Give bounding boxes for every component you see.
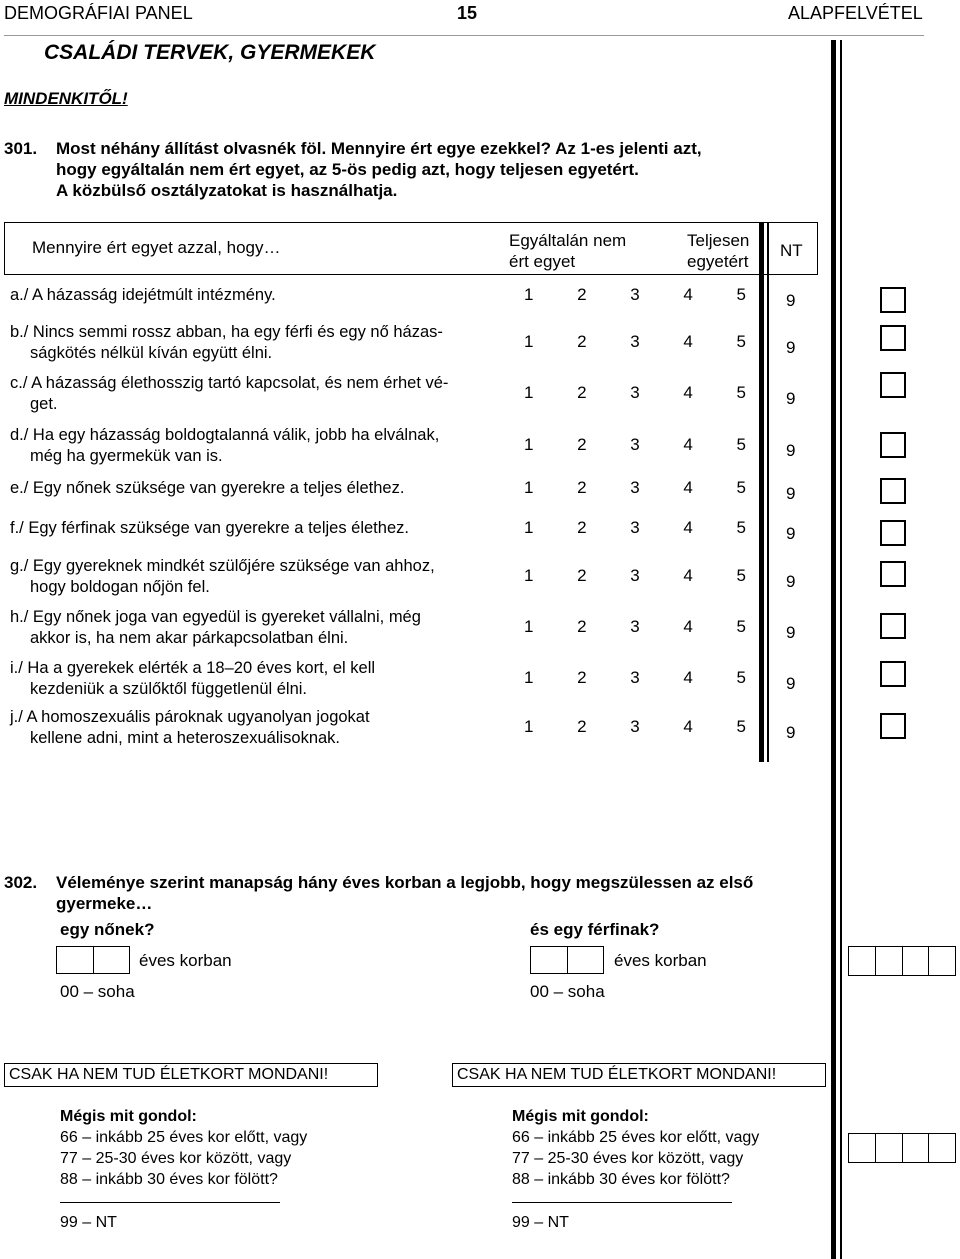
- woman-opt77[interactable]: 77 – 25-30 éves kor között, vagy: [60, 1150, 292, 1167]
- rating-option-4[interactable]: 4: [683, 566, 693, 585]
- answer-code-box[interactable]: [880, 432, 906, 458]
- scale-high-2: egyetért: [687, 252, 749, 271]
- rating-option-4[interactable]: 4: [683, 332, 693, 351]
- rating-option-2[interactable]: 2: [577, 518, 587, 537]
- rating-option-2[interactable]: 2: [577, 435, 587, 454]
- rating-option-nt[interactable]: 9: [786, 723, 796, 742]
- statement-line: f./ Egy férfinak szüksége van gyerekre a teljes élethez.: [10, 519, 409, 537]
- rating-option-4[interactable]: 4: [683, 717, 693, 736]
- man-opt77[interactable]: 77 – 25-30 éves kor között, vagy: [512, 1150, 744, 1167]
- rating-option-5[interactable]: 5: [736, 435, 746, 454]
- rating-option-1[interactable]: 1: [524, 617, 534, 636]
- rating-option-2[interactable]: 2: [577, 383, 587, 402]
- rating-option-3[interactable]: 3: [630, 383, 640, 402]
- rating-option-5[interactable]: 5: [736, 717, 746, 736]
- statement-i: [10, 658, 500, 700]
- statement-b: [10, 322, 500, 364]
- rating-option-1[interactable]: 1: [524, 478, 534, 497]
- statement-line: ságkötés nélkül kíván együtt élni.: [30, 344, 273, 362]
- man-opt99[interactable]: 99 – NT: [512, 1214, 569, 1231]
- rating-option-3[interactable]: 3: [630, 435, 640, 454]
- right-thick-rule: [831, 40, 836, 1259]
- answer-code-box[interactable]: [880, 325, 906, 351]
- nt-header: NT: [780, 241, 803, 260]
- woman-age-unit: éves korban: [139, 951, 232, 970]
- rating-option-5[interactable]: 5: [736, 668, 746, 687]
- statement-g: [10, 556, 500, 598]
- rating-scale: [524, 332, 746, 352]
- rating-option-3[interactable]: 3: [630, 285, 640, 304]
- q301-text-1: Most néhány állítást olvasnék föl. Mennyire ért egye ezekkel? Az 1-es jelenti azt,: [56, 139, 702, 158]
- answer-code-box[interactable]: [880, 661, 906, 687]
- rating-option-3[interactable]: 3: [630, 566, 640, 585]
- rating-scale: [524, 566, 746, 586]
- rating-option-5[interactable]: 5: [736, 478, 746, 497]
- rating-option-4[interactable]: 4: [683, 435, 693, 454]
- rating-scale: [524, 668, 746, 688]
- rating-option-5[interactable]: 5: [736, 332, 746, 351]
- rating-scale: [524, 285, 746, 305]
- scale-divider-thick: [759, 222, 764, 762]
- page-number: 15: [457, 3, 478, 23]
- rating-option-nt[interactable]: 9: [786, 623, 796, 642]
- answer-code-box[interactable]: [880, 713, 906, 739]
- man-age-input[interactable]: [530, 946, 604, 974]
- audience-label: MINDENKITŐL!: [4, 89, 128, 108]
- statement-line: hogy boldogan nőjön fel.: [30, 578, 210, 596]
- man-never: 00 – soha: [530, 982, 605, 1001]
- rating-option-4[interactable]: 4: [683, 285, 693, 304]
- q302-number: 302.: [4, 873, 38, 892]
- answer-code-box[interactable]: [880, 287, 906, 313]
- statement-c: [10, 373, 500, 415]
- statement-line: d./ Ha egy házasság boldogtalanná válik, jobb ha elválnak,: [10, 426, 440, 444]
- rating-option-nt[interactable]: 9: [786, 338, 796, 357]
- woman-opt88[interactable]: 88 – inkább 30 éves kor fölött?: [60, 1171, 278, 1188]
- statement-line: b./ Nincs semmi rossz abban, ha egy férfi és egy nő házas-: [10, 323, 443, 341]
- rating-option-1[interactable]: 1: [524, 566, 534, 585]
- header-right: ALAPFELVÉTEL: [788, 3, 923, 23]
- man-opt88[interactable]: 88 – inkább 30 éves kor fölött?: [512, 1171, 730, 1188]
- statement-line: g./ Egy gyereknek mindkét szülőjére szüksége van ahhoz,: [10, 557, 435, 575]
- rating-scale: [524, 518, 746, 538]
- statement-e: [10, 478, 500, 499]
- scale-low-1: Egyáltalán nem: [509, 231, 627, 250]
- statement-line: kellene adni, mint a heteroszexuálisoknak.: [30, 729, 341, 747]
- answer-code-box[interactable]: [880, 520, 906, 546]
- scale-high-1: Teljesen: [687, 231, 750, 250]
- right-thin-rule: [840, 40, 842, 1259]
- rating-scale: [524, 383, 746, 403]
- rating-option-nt[interactable]: 9: [786, 674, 796, 693]
- rating-option-1[interactable]: 1: [524, 518, 534, 537]
- statement-line: akkor is, ha nem akar párkapcsolatban élni.: [30, 629, 349, 647]
- q302-code-box[interactable]: [848, 946, 956, 976]
- statement-line: kezdeniük a szülőktől függetlenül élni.: [30, 680, 308, 698]
- rating-option-3[interactable]: 3: [630, 617, 640, 636]
- q302-text-1: Véleménye szerint manapság hány éves korban a legjobb, hogy megszülessen az első: [56, 873, 754, 892]
- rating-option-1[interactable]: 1: [524, 668, 534, 687]
- rating-option-nt[interactable]: 9: [786, 291, 796, 310]
- table-header-label: Mennyire ért egyet azzal, hogy…: [32, 238, 281, 257]
- notice-woman-text: CSAK HA NEM TUD ÉLETKORT MONDANI!: [9, 1066, 329, 1083]
- rating-option-5[interactable]: 5: [736, 383, 746, 402]
- rating-option-nt[interactable]: 9: [786, 524, 796, 543]
- woman-age-input[interactable]: [56, 946, 130, 974]
- man-opt66[interactable]: 66 – inkább 25 éves kor előtt, vagy: [512, 1129, 760, 1146]
- statement-line: a./ A házasság idejétmúlt intézmény.: [10, 286, 276, 304]
- rating-option-nt[interactable]: 9: [786, 484, 796, 503]
- answer-code-box[interactable]: [880, 372, 906, 398]
- notice-man: [452, 1063, 826, 1087]
- woman-opt99[interactable]: 99 – NT: [60, 1214, 117, 1231]
- statement-line: h./ Egy nőnek joga van egyedül is gyereket vállalni, még: [10, 608, 421, 626]
- rating-option-2[interactable]: 2: [577, 566, 587, 585]
- q302-woman-label: egy nőnek?: [60, 920, 155, 939]
- notice-woman: [4, 1063, 378, 1087]
- q301-text-2: hogy egyáltalán nem ért egyet, az 5-ös pedig azt, hogy teljesen egyetért.: [56, 160, 639, 179]
- rating-scale: [524, 617, 746, 637]
- statement-d: [10, 425, 500, 467]
- rating-option-4[interactable]: 4: [683, 478, 693, 497]
- header-left: DEMOGRÁFIAI PANEL: [4, 3, 193, 23]
- statement-a: [10, 285, 500, 306]
- rating-option-3[interactable]: 3: [630, 717, 640, 736]
- rating-option-1[interactable]: 1: [524, 332, 534, 351]
- answer-code-box[interactable]: [880, 613, 906, 639]
- rating-option-1[interactable]: 1: [524, 435, 534, 454]
- q301-number: 301.: [4, 139, 38, 158]
- rating-scale: [524, 478, 746, 498]
- rating-option-2[interactable]: 2: [577, 478, 587, 497]
- rating-option-1[interactable]: 1: [524, 717, 534, 736]
- rating-option-5[interactable]: 5: [736, 518, 746, 537]
- scale-low-2: ért egyet: [509, 252, 576, 271]
- notice-man-text: CSAK HA NEM TUD ÉLETKORT MONDANI!: [457, 1066, 777, 1083]
- statement-h: [10, 607, 500, 649]
- rating-scale: [524, 717, 746, 737]
- statement-j: [10, 707, 500, 749]
- answer-code-box[interactable]: [880, 561, 906, 587]
- rating-option-3[interactable]: 3: [630, 518, 640, 537]
- rating-option-2[interactable]: 2: [577, 617, 587, 636]
- rating-option-2[interactable]: 2: [577, 717, 587, 736]
- woman-opt66[interactable]: 66 – inkább 25 éves kor előtt, vagy: [60, 1129, 308, 1146]
- statement-line: c./ A házasság élethosszig tartó kapcsolat, és nem érhet vé-: [10, 374, 449, 392]
- rating-option-3[interactable]: 3: [630, 332, 640, 351]
- statement-line: i./ Ha a gyerekek elérték a 18–20 éves kort, el kell: [10, 659, 376, 677]
- man-separator: [512, 1202, 732, 1203]
- statement-line: még ha gyermekük van is.: [30, 447, 223, 465]
- rating-option-nt[interactable]: 9: [786, 389, 796, 408]
- rating-scale: [524, 435, 746, 455]
- rating-option-4[interactable]: 4: [683, 518, 693, 537]
- man-age-unit: éves korban: [614, 951, 707, 970]
- rating-option-nt[interactable]: 9: [786, 572, 796, 591]
- q302-text-2: gyermeke…: [56, 894, 153, 913]
- rating-option-3[interactable]: 3: [630, 478, 640, 497]
- rating-option-4[interactable]: 4: [683, 617, 693, 636]
- rating-option-4[interactable]: 4: [683, 668, 693, 687]
- header-rule: [4, 35, 924, 36]
- rating-option-3[interactable]: 3: [630, 668, 640, 687]
- scale-divider-thin: [767, 222, 769, 762]
- woman-prompt: Mégis mit gondol:: [60, 1108, 197, 1125]
- rating-option-5[interactable]: 5: [736, 566, 746, 585]
- q302-man-label: és egy férfinak?: [530, 920, 660, 939]
- statement-line: get.: [30, 395, 58, 413]
- rating-option-nt[interactable]: 9: [786, 441, 796, 460]
- section-title: CSALÁDI TERVEK, GYERMEKEK: [44, 41, 376, 64]
- statement-line: j./ A homoszexuális pároknak ugyanolyan jogokat: [10, 708, 370, 726]
- statement-f: [10, 518, 500, 539]
- rating-option-2[interactable]: 2: [577, 332, 587, 351]
- answer-code-box[interactable]: [880, 478, 906, 504]
- rating-option-1[interactable]: 1: [524, 285, 534, 304]
- q301-text-3: A közbülső osztályzatokat is használhatja.: [56, 181, 398, 200]
- rating-option-2[interactable]: 2: [577, 668, 587, 687]
- rating-option-5[interactable]: 5: [736, 285, 746, 304]
- statement-line: e./ Egy nőnek szüksége van gyerekre a teljes élethez.: [10, 479, 405, 497]
- man-prompt: Mégis mit gondol:: [512, 1108, 649, 1125]
- rating-option-4[interactable]: 4: [683, 383, 693, 402]
- rating-option-1[interactable]: 1: [524, 383, 534, 402]
- rating-option-2[interactable]: 2: [577, 285, 587, 304]
- woman-separator: [60, 1202, 280, 1203]
- woman-never: 00 – soha: [60, 982, 135, 1001]
- q302-followup-code-box[interactable]: [848, 1133, 956, 1163]
- rating-option-5[interactable]: 5: [736, 617, 746, 636]
